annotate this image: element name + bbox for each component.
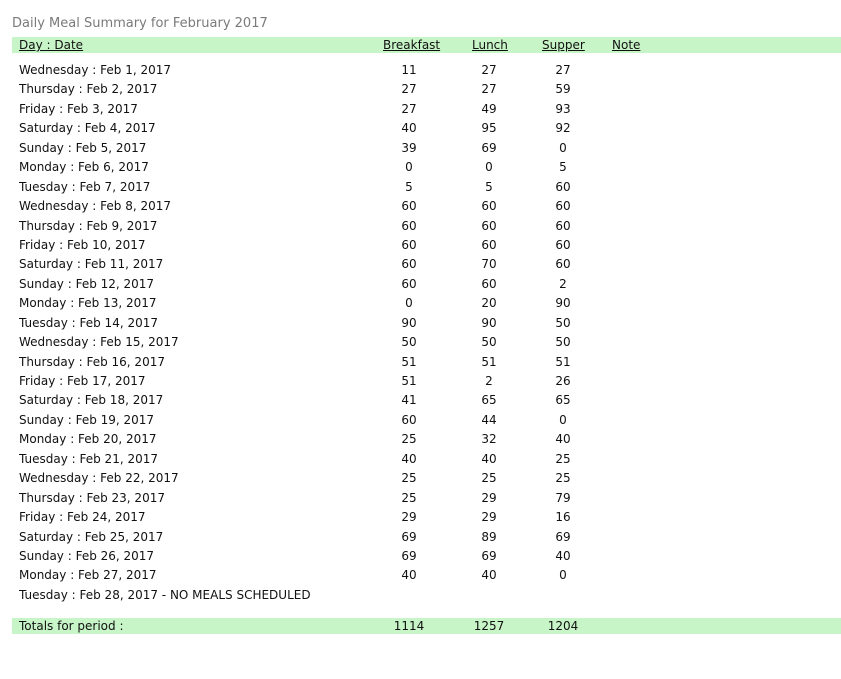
breakfast-cell: 40 [401, 568, 417, 583]
lunch-cell: 2 [485, 374, 493, 388]
supper-cell: 69 [555, 529, 571, 544]
table-row [0, 547, 841, 566]
column-header-day[interactable]: Day : Date [19, 38, 84, 52]
column-header-lunch[interactable]: Lunch [472, 38, 508, 52]
day-date-cell: Sunday : Feb 5, 2017 [19, 140, 147, 155]
table-row [0, 333, 841, 352]
breakfast-cell: 0 [405, 296, 413, 311]
supper-cell: 5 [559, 160, 567, 175]
breakfast-cell: 5 [405, 179, 413, 194]
supper-cell: 60 [555, 179, 571, 194]
totals-breakfast: 1114 [393, 619, 425, 633]
supper-cell: 51 [555, 354, 571, 369]
lunch-cell: 69 [481, 548, 497, 563]
table-row [0, 586, 841, 605]
day-date-cell: Wednesday : Feb 1, 2017 [19, 63, 172, 77]
supper-cell: 40 [555, 548, 571, 563]
supper-cell: 50 [555, 315, 571, 330]
supper-cell: 25 [555, 471, 571, 486]
day-date-cell: Monday : Feb 6, 2017 [19, 160, 149, 175]
day-date-cell: Thursday : Feb 2, 2017 [19, 82, 158, 97]
breakfast-cell: 60 [401, 199, 417, 214]
table-row [0, 61, 841, 80]
breakfast-cell: 0 [405, 160, 413, 175]
supper-cell: 0 [559, 412, 567, 427]
supper-cell: 60 [555, 257, 571, 272]
column-header-supper[interactable]: Supper [542, 38, 585, 52]
breakfast-cell: 60 [401, 257, 417, 272]
table-row [0, 372, 841, 391]
table-row [0, 80, 841, 99]
breakfast-cell: 39 [401, 140, 417, 155]
breakfast-cell: 69 [401, 548, 417, 563]
breakfast-cell: 60 [401, 218, 417, 233]
day-date-cell: Thursday : Feb 9, 2017 [19, 218, 158, 233]
lunch-cell: 51 [481, 354, 497, 369]
breakfast-cell: 41 [401, 393, 417, 408]
supper-cell: 65 [555, 393, 571, 408]
breakfast-cell: 25 [401, 432, 417, 447]
column-header-note[interactable]: Note [612, 38, 641, 52]
table-row [0, 469, 841, 488]
meal-table-body [0, 61, 841, 605]
lunch-cell: 60 [481, 276, 497, 291]
table-row [0, 566, 841, 585]
totals-bar [12, 618, 841, 634]
day-date-cell: Thursday : Feb 23, 2017 [19, 490, 165, 505]
lunch-cell: 27 [481, 82, 497, 97]
totals-lunch: 1257 [473, 619, 505, 633]
day-date-cell: Thursday : Feb 16, 2017 [19, 354, 165, 369]
day-date-cell: Friday : Feb 17, 2017 [19, 374, 146, 388]
breakfast-cell: 51 [401, 354, 417, 369]
table-row [0, 508, 841, 527]
day-date-cell: Tuesday : Feb 21, 2017 [19, 451, 158, 466]
lunch-cell: 29 [481, 490, 497, 505]
lunch-cell: 40 [481, 568, 497, 583]
day-date-cell: Monday : Feb 20, 2017 [19, 432, 157, 447]
day-date-cell: Sunday : Feb 26, 2017 [19, 548, 155, 563]
day-date-cell: Wednesday : Feb 22, 2017 [19, 471, 179, 486]
lunch-cell: 60 [481, 237, 497, 252]
table-row [0, 275, 841, 294]
breakfast-cell: 60 [401, 237, 417, 252]
lunch-cell: 69 [481, 140, 497, 155]
table-row [0, 430, 841, 449]
lunch-cell: 70 [481, 257, 497, 272]
supper-cell: 16 [555, 510, 571, 525]
table-row [0, 294, 841, 313]
column-header-breakfast[interactable]: Breakfast [383, 38, 441, 52]
day-date-cell: Monday : Feb 13, 2017 [19, 296, 157, 311]
table-row [0, 197, 841, 216]
supper-cell: 25 [555, 451, 571, 466]
breakfast-cell: 25 [401, 471, 417, 486]
supper-cell: 50 [555, 335, 571, 350]
day-date-cell: Saturday : Feb 4, 2017 [19, 121, 156, 136]
day-date-cell: Saturday : Feb 11, 2017 [19, 257, 164, 272]
lunch-cell: 25 [481, 471, 497, 486]
breakfast-cell: 25 [401, 490, 417, 505]
supper-cell: 79 [555, 490, 571, 505]
day-date-cell: Wednesday : Feb 8, 2017 [19, 199, 172, 214]
table-row [0, 353, 841, 372]
supper-cell: 59 [555, 82, 571, 97]
day-date-cell: Tuesday : Feb 7, 2017 [19, 179, 151, 194]
lunch-cell: 60 [481, 218, 497, 233]
supper-cell: 2 [559, 276, 567, 291]
supper-cell: 26 [555, 374, 571, 388]
supper-cell: 60 [555, 237, 571, 252]
day-date-cell: Sunday : Feb 19, 2017 [19, 412, 155, 427]
supper-cell: 93 [555, 101, 571, 116]
table-row [0, 217, 841, 236]
table-row [0, 158, 841, 177]
column-header-bar [12, 37, 841, 53]
table-row [0, 450, 841, 469]
breakfast-cell: 50 [401, 335, 417, 350]
supper-cell: 60 [555, 218, 571, 233]
supper-cell: 27 [555, 63, 571, 77]
breakfast-cell: 40 [401, 121, 417, 136]
supper-cell: 0 [559, 568, 567, 583]
breakfast-cell: 51 [401, 374, 417, 388]
lunch-cell: 20 [481, 296, 497, 311]
breakfast-cell: 69 [401, 529, 417, 544]
lunch-cell: 50 [481, 335, 497, 350]
table-row [0, 119, 841, 138]
lunch-cell: 40 [481, 451, 497, 466]
table-row [0, 100, 841, 119]
table-row [0, 391, 841, 410]
lunch-cell: 60 [481, 199, 497, 214]
breakfast-cell: 29 [401, 510, 417, 525]
lunch-cell: 89 [481, 529, 497, 544]
lunch-cell: 5 [485, 179, 493, 194]
supper-cell: 60 [555, 199, 571, 214]
breakfast-cell: 40 [401, 451, 417, 466]
day-date-cell: Tuesday : Feb 14, 2017 [19, 315, 158, 330]
lunch-cell: 90 [481, 315, 497, 330]
lunch-cell: 44 [481, 412, 497, 427]
breakfast-cell: 27 [401, 101, 417, 116]
day-date-cell: Saturday : Feb 18, 2017 [19, 393, 164, 408]
lunch-cell: 29 [481, 510, 497, 525]
day-date-cell: Saturday : Feb 25, 2017 [19, 529, 164, 544]
supper-cell: 92 [555, 121, 571, 136]
breakfast-cell: 60 [401, 276, 417, 291]
lunch-cell: 65 [481, 393, 497, 408]
table-row [0, 411, 841, 430]
lunch-cell: 49 [481, 101, 497, 116]
day-date-cell: Wednesday : Feb 15, 2017 [19, 335, 179, 350]
lunch-cell: 32 [481, 432, 497, 447]
supper-cell: 0 [559, 140, 567, 155]
breakfast-cell: 60 [401, 412, 417, 427]
day-date-cell: Tuesday : Feb 28, 2017 - NO MEALS SCHEDULED [19, 587, 311, 602]
day-date-cell: Friday : Feb 10, 2017 [19, 237, 146, 252]
breakfast-cell: 90 [401, 315, 417, 330]
supper-cell: 40 [555, 432, 571, 447]
table-row [0, 528, 841, 547]
table-row [0, 236, 841, 255]
table-row [0, 178, 841, 197]
supper-cell: 90 [555, 296, 571, 311]
table-row [0, 489, 841, 508]
lunch-cell: 0 [485, 160, 493, 175]
page-title: Daily Meal Summary for February 2017 [12, 16, 268, 31]
totals-label: Totals for period : [19, 619, 124, 633]
breakfast-cell: 27 [401, 82, 417, 97]
day-date-cell: Friday : Feb 24, 2017 [19, 510, 146, 525]
day-date-cell: Monday : Feb 27, 2017 [19, 568, 157, 583]
day-date-cell: Friday : Feb 3, 2017 [19, 101, 138, 116]
table-row [0, 255, 841, 274]
table-row [0, 314, 841, 333]
totals-supper: 1204 [547, 619, 579, 633]
lunch-cell: 27 [481, 63, 497, 77]
lunch-cell: 95 [481, 121, 497, 136]
table-row [0, 139, 841, 158]
breakfast-cell: 11 [401, 63, 417, 77]
day-date-cell: Sunday : Feb 12, 2017 [19, 276, 155, 291]
